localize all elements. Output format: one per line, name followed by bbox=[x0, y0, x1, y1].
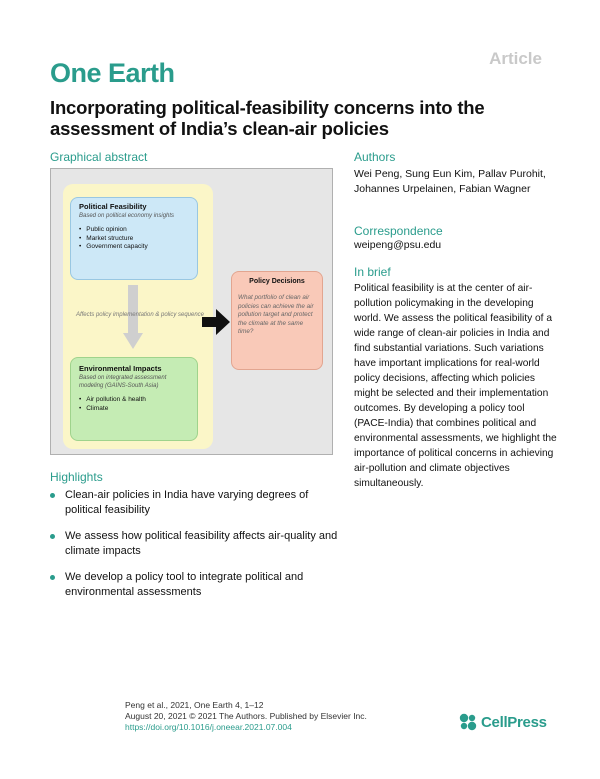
authors-list: Wei Peng, Sung Eun Kim, Pallav Purohit, Johannes Urpelainen, Fabian Wagner bbox=[354, 168, 546, 195]
highlight-item: Clean-air policies in India have varying degrees of political feasibility bbox=[50, 488, 340, 518]
list-item: • Market structure bbox=[79, 235, 189, 244]
authors-heading: Authors bbox=[354, 150, 396, 164]
policy-decisions-text: What portfolio of clean air policies can achieve the air pollution target and protect the climate at the same time? bbox=[238, 294, 314, 335]
citation-footer bbox=[125, 700, 367, 733]
right-arrow-icon bbox=[202, 309, 230, 335]
environmental-impacts-subtitle: Based on integrated assessment modeling (GAINS-South Asia) bbox=[79, 375, 167, 389]
policy-decisions-title: Policy Decisions bbox=[249, 278, 305, 285]
correspondence-email[interactable]: weipeng@psu.edu bbox=[354, 239, 442, 251]
date-line: August 20, 2021 © 2021 The Authors. Published by Elsevier Inc. bbox=[125, 711, 367, 721]
highlight-item: We develop a policy tool to integrate political and environmental assessments bbox=[50, 570, 340, 600]
citation-line: Peng et al., 2021, One Earth 4, 1–12 bbox=[125, 700, 264, 710]
list-item: • Government capacity bbox=[79, 243, 189, 252]
journal-name: One Earth bbox=[50, 58, 175, 88]
political-feasibility-subtitle: Based on political economy insights bbox=[79, 213, 175, 219]
highlights-list bbox=[50, 488, 340, 611]
affects-caption: Affects policy implementation & policy sequence bbox=[75, 312, 205, 318]
policy-decisions-box bbox=[231, 271, 323, 370]
publisher-name: CellPress bbox=[481, 713, 547, 731]
graphical-abstract-heading: Graphical abstract bbox=[50, 150, 148, 164]
environmental-impacts-title: Environmental Impacts bbox=[79, 364, 162, 373]
highlights-heading: Highlights bbox=[50, 470, 103, 484]
in-brief-heading: In brief bbox=[354, 265, 391, 279]
publisher-logo bbox=[458, 712, 547, 732]
list-item: • Climate bbox=[79, 405, 189, 414]
list-item: • Air pollution & health bbox=[79, 396, 189, 405]
correspondence-heading: Correspondence bbox=[354, 224, 443, 238]
political-feasibility-box bbox=[70, 197, 198, 280]
graphical-abstract-figure bbox=[50, 168, 333, 455]
highlight-item: We assess how political feasibility affects air-quality and climate impacts bbox=[50, 529, 340, 559]
political-feasibility-title: Political Feasibility bbox=[79, 202, 147, 211]
doi-link[interactable]: https://doi.org/10.1016/j.oneear.2021.07.004 bbox=[125, 722, 292, 732]
article-label: Article bbox=[489, 49, 542, 68]
cellpress-logo-icon bbox=[458, 712, 478, 732]
in-brief-text: Political feasibility is at the center of air-pollution policymaking in the developing world. We assess the political feasibility of a wide range of clean-air policies in India and find substantial variations. Such variations have important implications for real-world policy decisions, affecting which policies might be selected and their implementation outcomes. By developing a policy tool (PACE-India) that combines political and environmental assessments, we highlight the importance of political concerns in achieving air-pollution and climate objectives simultaneously. bbox=[354, 283, 557, 489]
list-item: • Public opinion bbox=[79, 226, 189, 235]
page-title: Incorporating political-feasibility concerns into the assessment of India’s clean-air policies bbox=[50, 97, 485, 139]
environmental-impacts-box bbox=[70, 357, 198, 441]
